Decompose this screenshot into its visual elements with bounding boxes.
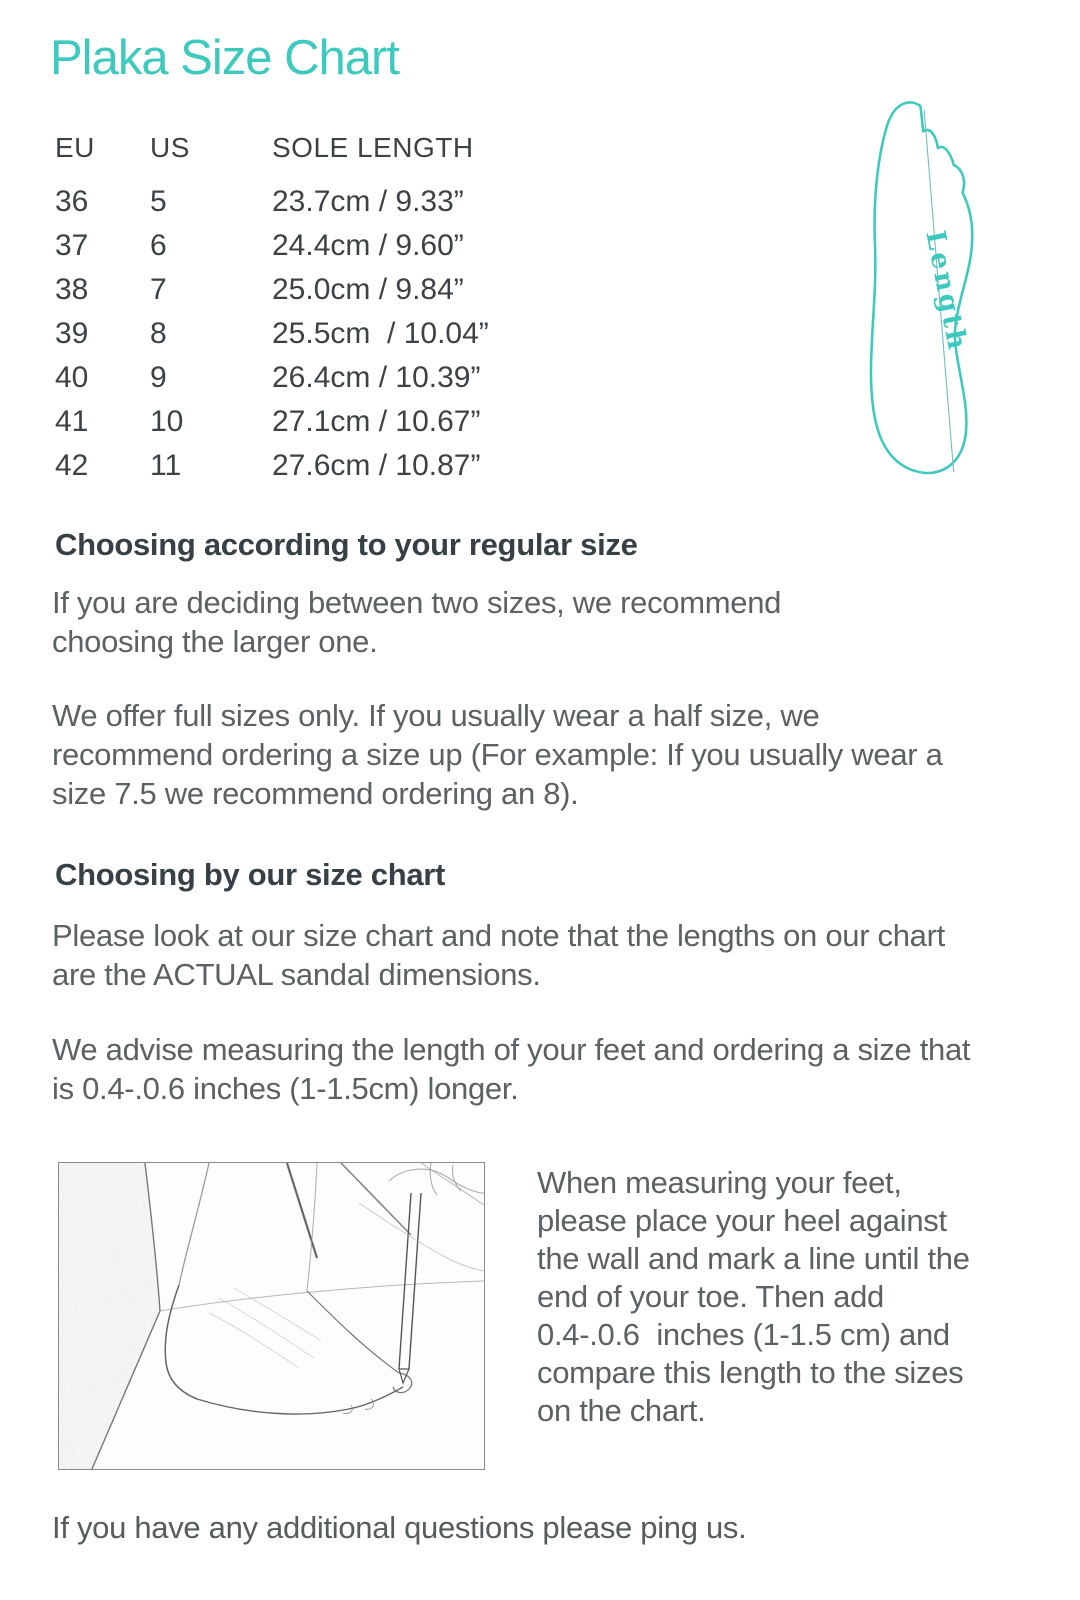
section-heading-regular-size: Choosing according to your regular size bbox=[55, 527, 638, 562]
us-size: 9 bbox=[150, 361, 167, 394]
eu-size: 39 bbox=[55, 317, 89, 350]
measuring-instructions: When measuring your feet, please place your heel against the wall and mark a line until the end of your toe. Then add 0.4-.0.6 inches (1-1.5 cm) and compare this length to the sizes on the chart. bbox=[537, 1165, 970, 1428]
eu-size: 36 bbox=[55, 185, 89, 218]
foot-measuring-sketch-drawing bbox=[59, 1163, 484, 1469]
column-header-eu: EU bbox=[55, 132, 95, 163]
sole-length: 23.7cm / 9.33” bbox=[272, 185, 464, 218]
size-table bbox=[55, 132, 615, 488]
paragraph: We offer full sizes only. If you usually wear a half size, we recommend ordering a size up (For example: If you usually wear a size 7.5 we recommend ordering an 8). bbox=[52, 698, 943, 811]
sole-length: 27.1cm / 10.67” bbox=[272, 405, 481, 438]
foot-measuring-sketch bbox=[58, 1162, 485, 1470]
table-row bbox=[55, 444, 615, 488]
us-size: 7 bbox=[150, 273, 167, 306]
paragraph: If you are deciding between two sizes, we recommend choosing the larger one. bbox=[52, 585, 782, 659]
foot-length-diagram bbox=[854, 96, 1014, 480]
section-heading-size-chart: Choosing by our size chart bbox=[55, 857, 446, 892]
table-row bbox=[55, 356, 615, 400]
column-header-sole-length: SOLE LENGTH bbox=[272, 132, 474, 163]
table-row bbox=[55, 312, 615, 356]
page-title: Plaka Size Chart bbox=[50, 31, 399, 85]
table-row bbox=[55, 224, 615, 268]
footer-note: If you have any additional questions please ping us. bbox=[52, 1510, 747, 1545]
sole-length: 27.6cm / 10.87” bbox=[272, 449, 481, 482]
column-header-us: US bbox=[150, 132, 190, 163]
size-table-header bbox=[55, 132, 615, 164]
us-size: 5 bbox=[150, 185, 167, 218]
eu-size: 38 bbox=[55, 273, 89, 306]
foot-outline-icon bbox=[854, 96, 1014, 480]
eu-size: 42 bbox=[55, 449, 89, 482]
table-row bbox=[55, 180, 615, 224]
table-row bbox=[55, 400, 615, 444]
us-size: 6 bbox=[150, 229, 167, 262]
us-size: 8 bbox=[150, 317, 167, 350]
eu-size: 37 bbox=[55, 229, 89, 262]
sole-length: 24.4cm / 9.60” bbox=[272, 229, 464, 262]
sole-length: 26.4cm / 10.39” bbox=[272, 361, 481, 394]
paragraph: Please look at our size chart and note that the lengths on our chart are the ACTUAL sandal dimensions. bbox=[52, 918, 945, 992]
us-size: 11 bbox=[150, 449, 182, 482]
paragraph: We advise measuring the length of your feet and ordering a size that is 0.4-.0.6 inches (1-1.5cm) longer. bbox=[52, 1032, 971, 1106]
eu-size: 40 bbox=[55, 361, 89, 394]
sole-length: 25.5cm / 10.04” bbox=[272, 317, 489, 350]
table-row bbox=[55, 268, 615, 312]
eu-size: 41 bbox=[55, 405, 89, 438]
length-label: Length bbox=[919, 228, 974, 355]
sole-length: 25.0cm / 9.84” bbox=[272, 273, 464, 306]
us-size: 10 bbox=[150, 405, 184, 438]
